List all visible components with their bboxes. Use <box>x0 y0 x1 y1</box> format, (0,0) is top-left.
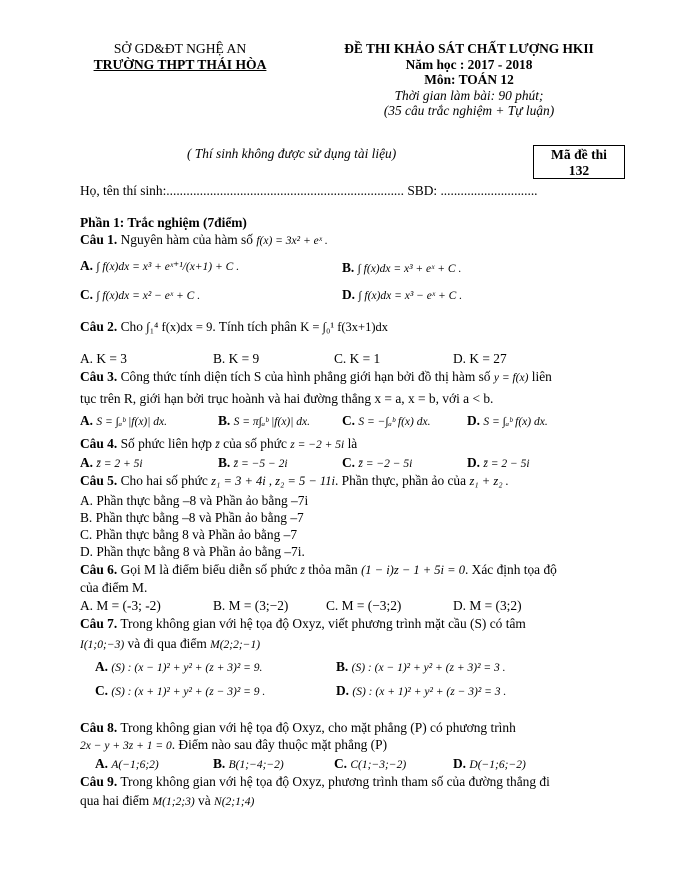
math-expr: f(x) = 3x² + eˣ . <box>256 235 328 247</box>
q1-option-d: D. ∫ f(x)dx = x³ − eˣ + C . <box>342 287 463 302</box>
q8-option-c: C. C(1;−3;−2) <box>334 756 407 771</box>
q2-option-a: A. K = 3 <box>80 351 127 366</box>
question-6: Câu 6. Gọi M là điểm biểu diễn số phức z̄ thỏa mãn (1 − i)z − 1 + 5i = 0. Xác định tọa độ <box>80 562 557 577</box>
question-6-line2: của điểm M. <box>80 580 148 595</box>
section-title: Phần 1: Trắc nghiệm (7điểm) <box>80 215 247 230</box>
exam-code-box <box>533 145 625 179</box>
question-1: Câu 1. Nguyên hàm của hàm số f(x) = 3x² + eˣ . <box>80 232 328 247</box>
question-9-line2: qua hai điểm M(1;2;3) và N(2;1;4) <box>80 793 255 808</box>
no-materials-note: ( Thí sinh không được sử dụng tài liệu) <box>187 146 397 161</box>
exam-code-value: 132 <box>568 163 590 178</box>
question-3: Câu 3. Công thức tính diện tích S của hình phẳng giới hạn bởi đồ thị hàm số y = f(x) liên <box>80 369 552 384</box>
school-name: TRƯỜNG THPT THÁI HÒA <box>93 57 267 72</box>
q1-option-b: B. ∫ f(x)dx = x³ + eˣ + C . <box>342 260 462 275</box>
q7-option-c: C. (S) : (x + 1)² + y² + (z − 3)² = 9 . <box>95 683 266 698</box>
q6-option-b: B. M = (3;−2) <box>213 598 289 613</box>
q3-option-c: C. S = −∫ₐᵇ f(x) dx. <box>342 413 431 428</box>
q3-option-d: D. S = ∫ₐᵇ f(x) dx. <box>467 413 548 428</box>
q5-option-c: C. Phần thực bằng 8 và Phần ảo bằng –7 <box>80 527 298 542</box>
header-left <box>80 41 280 73</box>
department-name: SỞ GD&ĐT NGHỆ AN <box>113 41 247 56</box>
math-expr: K = ∫₀¹ f(3x+1)dx <box>300 320 389 334</box>
exam-title: ĐỀ THI KHẢO SÁT CHẤT LƯỢNG HKII <box>344 41 594 56</box>
question-7-line2: I(1;0;−3) và đi qua điểm M(2;2;−1) <box>80 636 261 651</box>
q1-option-c: C. ∫ f(x)dx = x² − eˣ + C . <box>80 287 201 302</box>
q6-option-a: A. M = (-3; -2) <box>80 598 161 613</box>
q8-option-d: D. D(−1;6;−2) <box>453 756 526 771</box>
math-expr: ∫₁⁴ f(x)dx = 9 <box>146 320 213 334</box>
q1-option-a: A. ∫ f(x)dx = x³ + eˣ⁺¹/(x+1) + C . <box>80 258 240 273</box>
question-5: Câu 5. Cho hai số phức z₁ = 3 + 4i , z₂ = 5 − 11i. Phần thực, phần ảo của z₁ + z₂ . <box>80 473 509 488</box>
q4-option-c: C. z̄ = −2 − 5i <box>342 455 413 470</box>
q2-option-c: C. K = 1 <box>334 351 381 366</box>
question-2: Câu 2. Cho ∫₁⁴ f(x)dx = 9. Tính tích phân K = ∫₀¹ f(3x+1)dx <box>80 319 389 334</box>
q4-option-d: D. z̄ = 2 − 5i <box>467 455 530 470</box>
q2-option-d: D. K = 27 <box>453 351 507 366</box>
q7-option-d: D. (S) : (x + 1)² + y² + (z − 3)² = 3 . <box>336 683 507 698</box>
q8-option-b: B. B(1;−4;−2) <box>213 756 284 771</box>
exam-time: Thời gian làm bài: 90 phút; <box>394 87 544 103</box>
q5-option-a: A. Phần thực bằng –8 và Phần ảo bằng –7i <box>80 493 309 508</box>
q6-option-c: C. M = (−3;2) <box>326 598 402 613</box>
q5-option-d: D. Phần thực bằng 8 và Phần ảo bằng –7i. <box>80 544 305 559</box>
question-7: Câu 7. Trong không gian với hệ tọa độ Oxyz, viết phương trình mặt cầu (S) có tâm <box>80 616 526 631</box>
q2-option-b: B. K = 9 <box>213 351 260 366</box>
subject: Môn: TOÁN 12 <box>424 72 514 87</box>
exam-code-label: Mã đề thi <box>551 147 607 162</box>
question-3-line2: tục trên R, giới hạn bởi trục hoành và hai đường thẳng x = a, x = b, với a < b. <box>80 391 494 406</box>
q8-option-a: A. A(−1;6;2) <box>95 756 159 771</box>
exam-format: (35 câu trắc nghiệm + Tự luận) <box>383 103 555 118</box>
q3-option-b: B. S = π∫ₐᵇ |f(x)| dx. <box>218 413 311 428</box>
q5-option-b: B. Phần thực bằng –8 và Phần ảo bằng –7 <box>80 510 304 525</box>
q4-option-b: B. z̄ = −5 − 2i <box>218 455 288 470</box>
q7-option-b: B. (S) : (x − 1)² + y² + (z + 3)² = 3 . <box>336 659 506 674</box>
question-8-line2: 2x − y + 3z + 1 = 0. Điểm nào sau đây thuộc mặt phẳng (P) <box>80 737 388 752</box>
q4-option-a: A. z̄ = 2 + 5i <box>80 455 143 470</box>
question-9: Câu 9. Trong không gian với hệ tọa độ Oxyz, phương trình tham số của đường thẳng đi <box>80 774 550 789</box>
school-year: Năm học : 2017 - 2018 <box>405 56 533 72</box>
question-8: Câu 8. Trong không gian với hệ tọa độ Oxyz, cho mặt phẳng (P) có phương trình <box>80 720 516 735</box>
header-right <box>310 41 628 119</box>
q3-option-a: A. S = ∫ₐᵇ |f(x)| dx. <box>80 413 168 428</box>
question-4: Câu 4. Số phức liên hợp z̄ của số phức z = −2 + 5i là <box>80 436 358 451</box>
question-label: Câu 1. <box>80 232 118 247</box>
q7-option-a: A. (S) : (x − 1)² + y² + (z + 3)² = 9. <box>95 659 263 674</box>
q6-option-d: D. M = (3;2) <box>453 598 522 613</box>
candidate-info-line: Họ, tên thí sinh:....................................................................... SBD: ............................. <box>80 183 538 198</box>
